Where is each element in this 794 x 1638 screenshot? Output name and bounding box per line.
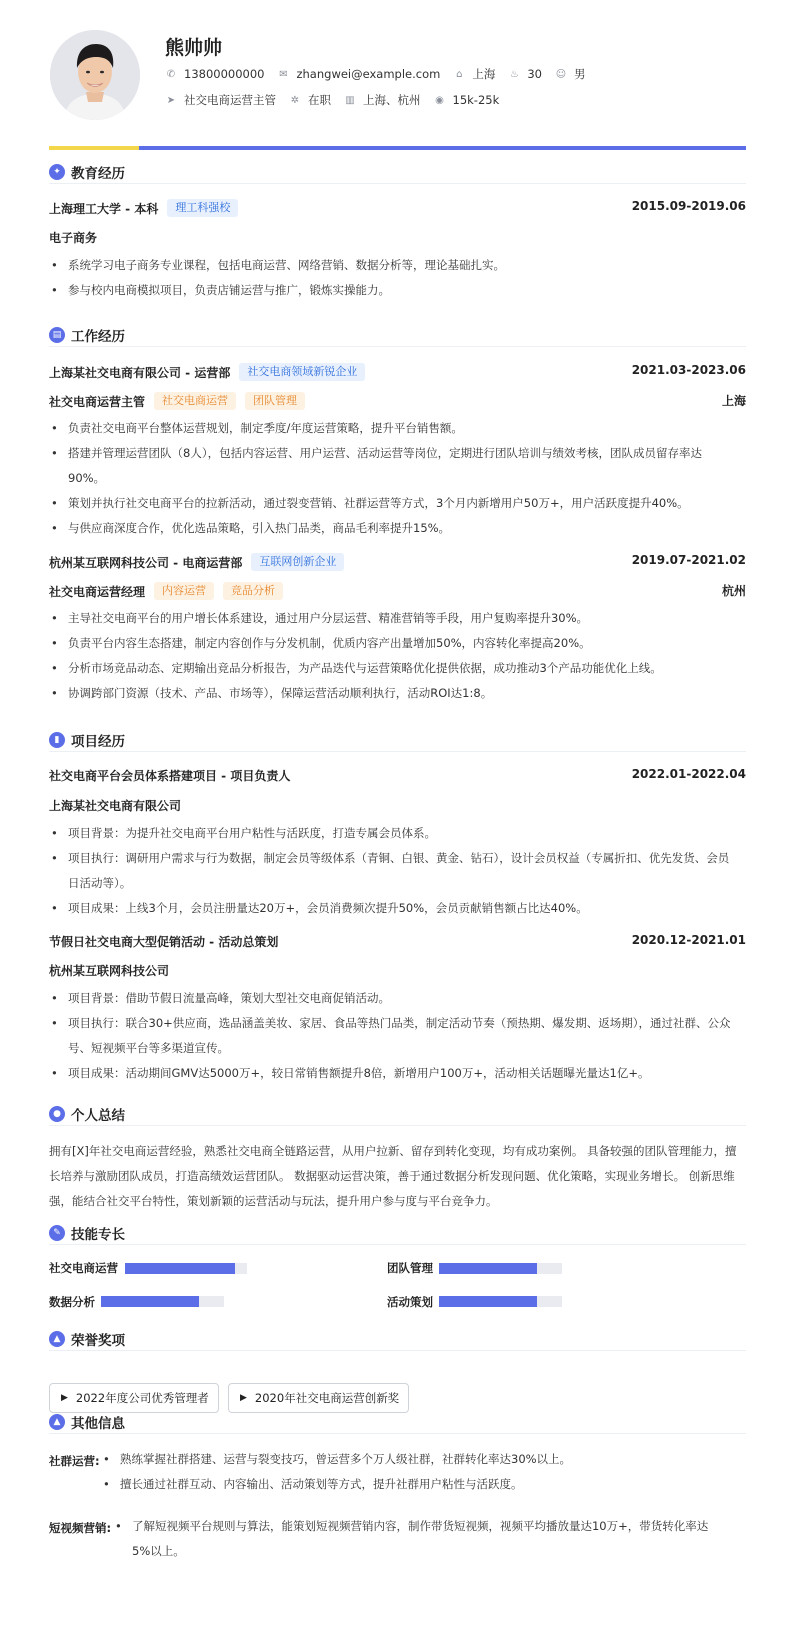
project-title: 社交电商平台会员体系搭建项目 - 项目负责人 — [49, 769, 291, 783]
list-item: • 主导社交电商平台的用户增长体系建设，通过用户分层运营、精准营销等手段，用户复购率提升30%。 — [49, 606, 739, 631]
project-org: 杭州某互联网科技公司 — [49, 964, 170, 978]
section-other — [49, 1412, 746, 1434]
home-icon: ⌂ — [456, 68, 463, 80]
other-label: 短视频营销: — [49, 1521, 112, 1535]
award-badge — [49, 1383, 219, 1413]
coin-icon: ◉ — [435, 94, 444, 106]
age-item — [508, 67, 542, 81]
list-item: • 项目执行：调研用户需求与行为数据，制定会员等级体系（青铜、白银、黄金、钻石），设计会员权益（专属折扣、优先发货、会员日活动等）。 — [49, 846, 739, 896]
list-item: • 系统学习电子商务专业课程，包括电商运营、网络营销、数据分析等，理论基础扎实。 — [49, 253, 739, 278]
job-intent-row — [165, 92, 512, 108]
section-title: 教育经历 — [71, 166, 125, 182]
skill-bar-fill — [125, 1263, 235, 1274]
salary-item — [434, 93, 500, 107]
award-badge — [228, 1383, 409, 1413]
award-text: 2020年社交电商运营创新奖 — [254, 1391, 400, 1405]
contact-row — [165, 66, 598, 82]
position-text: 社交电商运营主管 — [184, 93, 276, 107]
work-role — [49, 582, 746, 602]
work-date: 2019.07-2021.02 — [631, 553, 746, 567]
list-item: • 策划并执行社交电商平台的拉新活动，通过裂变营销、社群运营等方式，3个月内新增用户50万+，用户活跃度提升40%。 — [49, 491, 739, 516]
skill-name: 数据分析 — [49, 1295, 95, 1309]
school-tag: 理工科强校 — [167, 199, 238, 217]
skill-bar — [439, 1296, 562, 1307]
skill-bar-fill — [101, 1296, 199, 1307]
section-title: 技能专长 — [71, 1227, 125, 1243]
age-text: 30 — [527, 67, 542, 81]
skill-bar — [101, 1296, 224, 1307]
target-city-text: 上海、杭州 — [363, 93, 421, 107]
award-text: 2022年度公司优秀管理者 — [75, 1391, 209, 1405]
project-list — [49, 821, 739, 921]
section-title: 工作经历 — [71, 329, 125, 345]
status-item — [289, 92, 331, 108]
avatar-photo — [50, 30, 140, 120]
section-title: 个人总结 — [71, 1108, 125, 1124]
section-awards — [49, 1329, 746, 1351]
list-item: • 了解短视频平台规则与算法，能策划短视频营销内容，制作带货短视频，视频平均播放量达10万+，带货转化率达5%以上。 — [113, 1514, 713, 1564]
summary-text: 拥有[X]年社交电商运营经验，熟悉社交电商全链路运营，从用户拉新、留存到转化变现，均有成功案例。 具备较强的团队管理能力，擅长培养与激励团队成员，打造高绩效运营团队。 数据驱动运营决策，善于通过数据分析发现问题、优化策略，实现业务增长。 创新思维强，能结合社交平台特性，策划新颖的运营活动与玩法，提升用户参与度与平台竞争力。 — [49, 1144, 737, 1208]
email-item — [277, 67, 440, 81]
phone-text: 13800000000 — [184, 67, 265, 81]
project-org: 上海某社交电商有限公司 — [49, 799, 182, 813]
triangle-icon: ▶ — [240, 1393, 247, 1403]
chart-icon: ▮ — [49, 732, 65, 748]
user-icon: ● — [49, 1106, 65, 1122]
other-list — [113, 1514, 713, 1564]
school-name: 上海理工大学 - 本科 — [49, 201, 159, 216]
section-projects — [49, 730, 746, 752]
list-item: • 与供应商深度合作，优化选品策略，引入热门品类，商品毛利率提升15%。 — [49, 516, 739, 541]
list-item: • 项目背景：借助节假日流量高峰，策划大型社交电商促销活动。 — [49, 986, 739, 1011]
section-title: 其他信息 — [71, 1416, 125, 1432]
list-item: • 分析市场竞品动态、定期输出竞品分析报告，为产品迭代与运营策略优化提供依据，成功推动3个产品功能优化上线。 — [49, 656, 739, 681]
work-list — [49, 416, 739, 541]
salary-text: 15k-25k — [452, 93, 500, 107]
work-header — [49, 553, 746, 573]
phone-icon: ✆ — [166, 68, 176, 80]
skill-name: 活动策划 — [387, 1295, 433, 1309]
resume-header — [50, 30, 750, 122]
section-summary — [49, 1104, 746, 1126]
company-name: 杭州某互联网科技公司 - 电商运营部 — [49, 555, 243, 570]
target-city-item — [344, 92, 421, 108]
company-tag: 互联网创新企业 — [251, 553, 344, 571]
project-title: 节假日社交电商大型促销活动 - 活动总策划 — [49, 935, 279, 949]
position-item — [165, 92, 276, 108]
list-item: • 熟练掌握社群搭建、运营与裂变技巧，曾运营多个万人级社群，社群转化率达30%以上。 — [101, 1447, 721, 1472]
company-name: 上海某社交电商有限公司 - 运营部 — [49, 365, 231, 380]
role-tag: 竞品分析 — [223, 582, 283, 600]
list-item: • 协调跨部门资源（技术、产品、市场等），保障运营活动顺利执行，活动ROI达1:8。 — [49, 681, 739, 706]
list-item: • 擅长通过社群互动、内容输出、活动策划等方式，提升社群用户粘性与活跃度。 — [101, 1472, 721, 1497]
project-date: 2020.12-2021.01 — [631, 933, 746, 947]
skill-bar — [439, 1263, 562, 1274]
status-text: 在职 — [308, 93, 331, 107]
briefcase-icon: ▤ — [49, 327, 65, 343]
list-item: • 项目执行：联合30+供应商，选品涵盖美妆、家居、食品等热门品类，制定活动节奏（预热期、爆发期、返场期），通过社群、公众号、短视频平台等多渠道宣传。 — [49, 1011, 739, 1061]
project-date: 2022.01-2022.04 — [631, 767, 746, 781]
header-divider — [49, 146, 746, 150]
education-list — [49, 253, 739, 303]
education-date: 2015.09-2019.06 — [631, 199, 746, 213]
gear-icon: ✲ — [290, 94, 300, 106]
section-work — [49, 325, 746, 347]
other-list — [101, 1447, 721, 1497]
company-tag: 社交电商领域新锐企业 — [239, 363, 365, 381]
role-tag: 团队管理 — [245, 392, 305, 410]
skill-name: 社交电商运营 — [49, 1261, 118, 1275]
mail-icon: ✉ — [279, 68, 288, 80]
section-education — [49, 162, 746, 184]
phone-item — [165, 67, 264, 81]
list-item: • 参与校内电商模拟项目，负责店铺运营与推广，锻炼实操能力。 — [49, 278, 739, 303]
email-text: zhangwei@example.com — [296, 67, 441, 81]
list-item: • 负责社交电商平台整体运营规划，制定季度/年度运营策略，提升平台销售额。 — [49, 416, 739, 441]
work-list — [49, 606, 739, 706]
skill-bar — [125, 1263, 247, 1274]
skill-name: 团队管理 — [387, 1261, 433, 1275]
project-header — [49, 933, 746, 953]
user-icon: ☺ — [555, 68, 567, 80]
list-item: • 项目成果：活动期间GMV达5000万+，较日常销售额提升8倍，新增用户100万+，活动相关话题曝光量达1亿+。 — [49, 1061, 739, 1086]
project-header — [49, 767, 746, 787]
role-tag: 内容运营 — [154, 582, 214, 600]
gender-text: 男 — [573, 67, 586, 81]
triangle-icon: ▶ — [61, 1393, 68, 1403]
skill-bar-fill — [439, 1263, 537, 1274]
work-header — [49, 363, 746, 383]
work-date: 2021.03-2023.06 — [631, 363, 746, 377]
project-list — [49, 986, 739, 1086]
other-label: 社群运营: — [49, 1454, 100, 1468]
role-name: 社交电商运营经理 — [49, 584, 146, 599]
skill-bar-fill — [439, 1296, 537, 1307]
education-header — [49, 199, 746, 219]
list-item: • 项目成果：上线3个月，会员注册量达20万+，会员消费频次提升50%，会员贡献销售额占比达40%。 — [49, 896, 739, 921]
cake-icon: ♨ — [509, 68, 519, 80]
role-tag: 社交电商运营 — [154, 392, 236, 410]
section-title: 项目经历 — [71, 734, 125, 750]
send-icon: ➤ — [166, 94, 176, 106]
trophy-icon: ▲ — [49, 1331, 65, 1347]
header-divider-accent — [49, 146, 139, 150]
work-role — [49, 392, 746, 412]
list-item: • 负责平台内容生态搭建，制定内容创作与分发机制，优质内容产出量增加50%，内容转化率提高20%。 — [49, 631, 739, 656]
work-city: 杭州 — [721, 584, 746, 598]
tool-icon: ✎ — [49, 1225, 65, 1241]
list-item: • 搭建并管理运营团队（8人），包括内容运营、用户运营、活动运营等岗位，定期进行团队培训与绩效考核，团队成员留存率达90%。 — [49, 441, 739, 491]
work-city: 上海 — [721, 394, 746, 408]
gender-item — [555, 66, 586, 82]
city-text: 上海 — [472, 67, 496, 81]
candidate-name: 熊帅帅 — [165, 37, 223, 59]
section-skills — [49, 1223, 746, 1245]
building-icon: ▥ — [345, 94, 355, 106]
education-major: 电子商务 — [49, 231, 98, 245]
city-item — [453, 66, 495, 82]
role-name: 社交电商运营主管 — [49, 394, 146, 409]
info-icon: ▲ — [49, 1414, 65, 1430]
list-item: • 项目背景：为提升社交电商平台用户粘性与活跃度，打造专属会员体系。 — [49, 821, 739, 846]
education-icon: ✦ — [49, 164, 65, 180]
section-title: 荣誉奖项 — [71, 1333, 125, 1349]
avatar — [50, 30, 140, 120]
